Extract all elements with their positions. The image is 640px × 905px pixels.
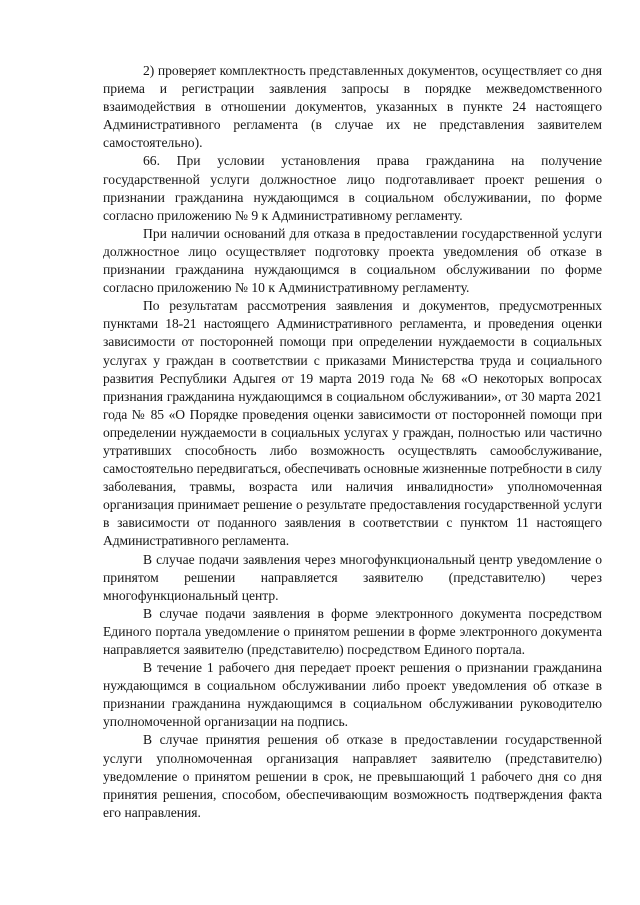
document-body <box>103 62 602 822</box>
paragraph-item-2: 2) проверяет комплектность представленных документов, осуществляет со дня приема и регистрации заявления запросы в порядке межведомственного взаимодействия в отношении документов, указанных в пункте 24 настоящего Административного регламента (в случае их не представления заявителем самостоятельно). <box>103 63 602 151</box>
paragraph-refusal-grounds: При наличии оснований для отказа в предоставлении государственной услуги должностное лицо осуществляет подготовку проекта уведомления об отказе в признании гражданина нуждающимся в социальном обслуживании по форме согласно приложению № 10 к Административному регламенту. <box>103 225 602 296</box>
paragraph-portal-notification: В случае подачи заявления в форме электронного документа посредством Единого портала уведомление о принятом решении в форме электронного документа направляется заявителю (представителю) посредством Единого портала. <box>103 605 602 657</box>
paragraph-66: 66. При условии установления права гражданина на получение государственной услуги должностное лицо подготавливает проект решения о признании гражданина нуждающимся в социальном обслуживании, по форме согласно приложению № 9 к Административному регламенту. <box>103 153 602 223</box>
paragraph-review-results: По результатам рассмотрения заявления и документов, предусмотренных пунктами 18-21 настоящего Административного регламента, и проведения оценки зависимости от посторонней помощи при определении нуждаемости в социальных услугах у граждан в соответствии с приказами Министерства труда и социального развития Республики Адыгея от 19 марта 2019 года № 68 «О некоторых вопросах признания гражданина нуждающимся в социальном обслуживании», от 30 марта 2021 года № 85 «О Порядке проведения оценки зависимости от посторонней помощи при определении нуждаемости в социальных услугах у граждан, полностью или частично утративших способность либо возможность осуществлять самообслуживание, самостоятельно передвигаться, обеспечивать основные жизненные потребности в силу заболевания, травмы, возраста или наличия инвалидности» уполномоченная организация принимает решение о результате предоставления государственной услуги в зависимости от поданного заявления в соответствии с пунктом 11 настоящего Административного регламента. <box>103 298 602 549</box>
paragraph-mfc-notification: В случае подачи заявления через многофункциональный центр уведомление о принятом решении направляется заявителю (представителю) через многофункциональный центр. <box>103 551 602 603</box>
paragraph-signing-deadline: В течение 1 рабочего дня передает проект решения о признании гражданина нуждающимся в социальном обслуживании либо проект уведомления об отказе в признании гражданина нуждающимся в социальном обслуживании руководителю уполномоченной организации на подпись. <box>103 660 602 730</box>
paragraph-refusal-notification: В случае принятия решения об отказе в предоставлении государственной услуги уполномоченная организация направляет заявителю (представителю) уведомление о принятом решении в срок, не превышающий 1 рабочего дня со дня принятия решения, способом, обеспечивающим возможность подтверждения факта его направления. <box>103 732 602 820</box>
